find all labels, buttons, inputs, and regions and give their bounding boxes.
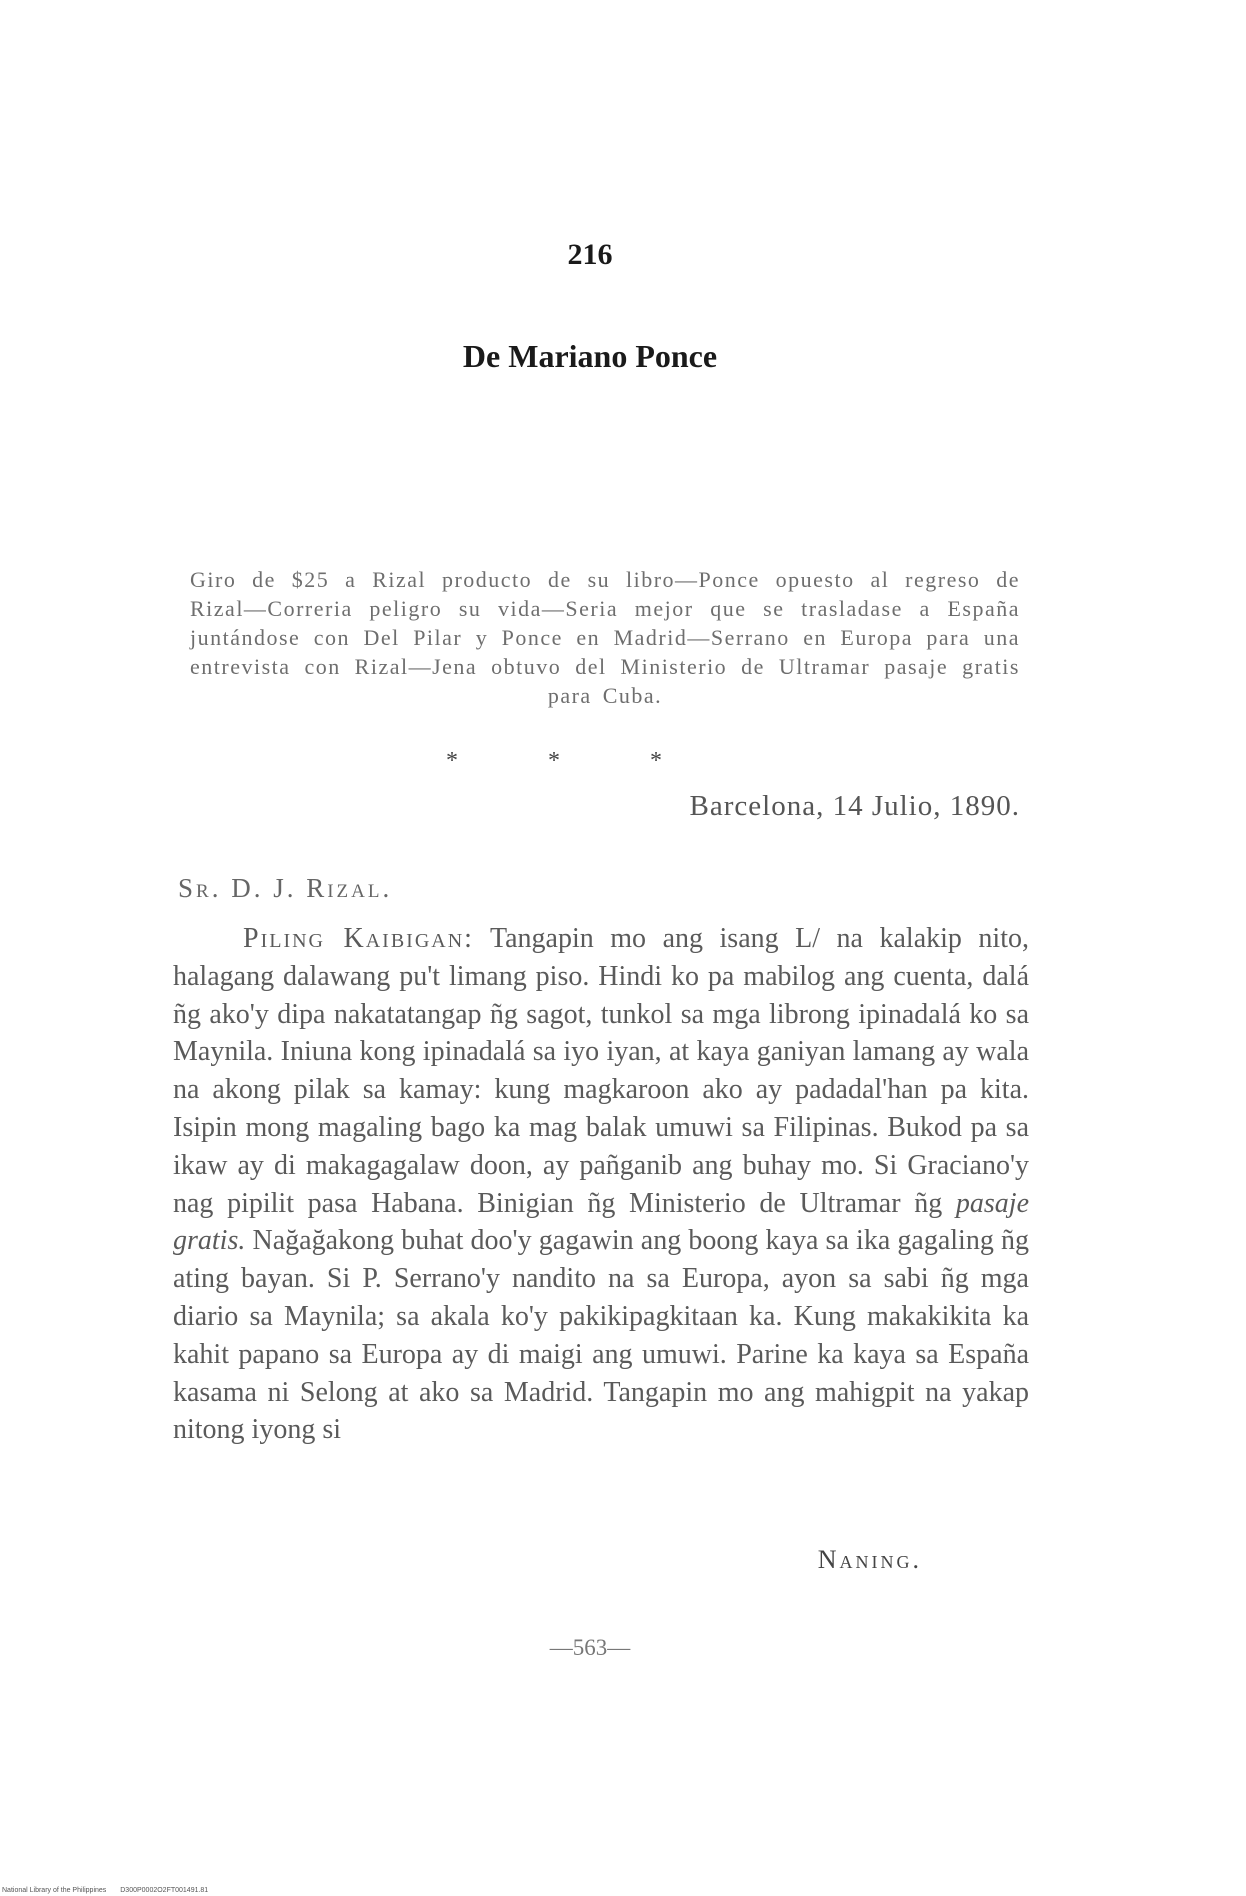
addressee: Sr. D. J. Rizal. [178, 873, 393, 903]
footer-note [2, 1887, 208, 1894]
letter-body [173, 920, 1029, 1449]
asterism-separator: * * * [446, 748, 704, 774]
letter-summary: Giro de $25 a Rizal producto de su libro—Ponce opuesto al regreso de Rizal—Correria peligro su vida—Seria mejor que se trasladase a España juntándose con Del Pilar y Ponce en Madrid—Serrano en Europa para una entrevista con Rizal—Jena obtuvo del Ministerio de Ultramar pasaje gratis para Cuba. [190, 567, 1020, 708]
page-number: —563— [549, 1635, 631, 1660]
salutation: Piling Kaibigan: [243, 923, 474, 954]
letter-body-italic: pasaje gratis. [173, 1187, 1029, 1257]
letter-body-text-1: Tangapin mo ang isang L/ na kalakip nito, halagang dalawang pu't limang piso. Hindi ko pa mabilog ang cuenta, dalá ñg ako'y dipa nakatatangap ñg sagot, tunkol sa mga librong ipinadalá ko sa Maynila. Iniuna kong ipinadalá sa iyo iyan, at kaya ganiyan lamang ay wala na akong pilak sa kamay: kung magkaroon ako ay padadal'han pa kita. Isipin mong magaling bago ka mag balak umuwi sa Filipinas. Bukod pa sa ikaw ay di makagagalaw doon, ay pañganib ang buhay mo. Si Graciano'y nag pipilit pasa Habana. Binigian ñg Ministerio de Ultramar ñg [173, 923, 1029, 1219]
letter-number: 216 [567, 238, 613, 271]
dateline: Barcelona, 14 Julio, 1890. [689, 790, 1020, 822]
signature: Naning. [817, 1545, 922, 1574]
footer-code: D300P0002O2FT001491.81 [120, 1887, 209, 1894]
footer-library: National Library of the Philippines [2, 1887, 107, 1894]
letter-title: De Mariano Ponce [462, 338, 718, 374]
letter-body-text-2: Nağağakong buhat doo'y gagawin ang boong kaya sa ika gagaling ñg ating bayan. Si P. Serrano'y nandito na sa Europa, ayon sa sabi ñg mga diario sa Maynila; sa akala ko'y pakikipagkitaan ka. Kung makakikita ka kahit papano sa Europa ay di maigi ang umuwi. Parine ka kaya sa España kasama ni Selong at ako sa Madrid. Tangapin mo ang mahigpit na yakap nitong iyong si [173, 1225, 1029, 1446]
